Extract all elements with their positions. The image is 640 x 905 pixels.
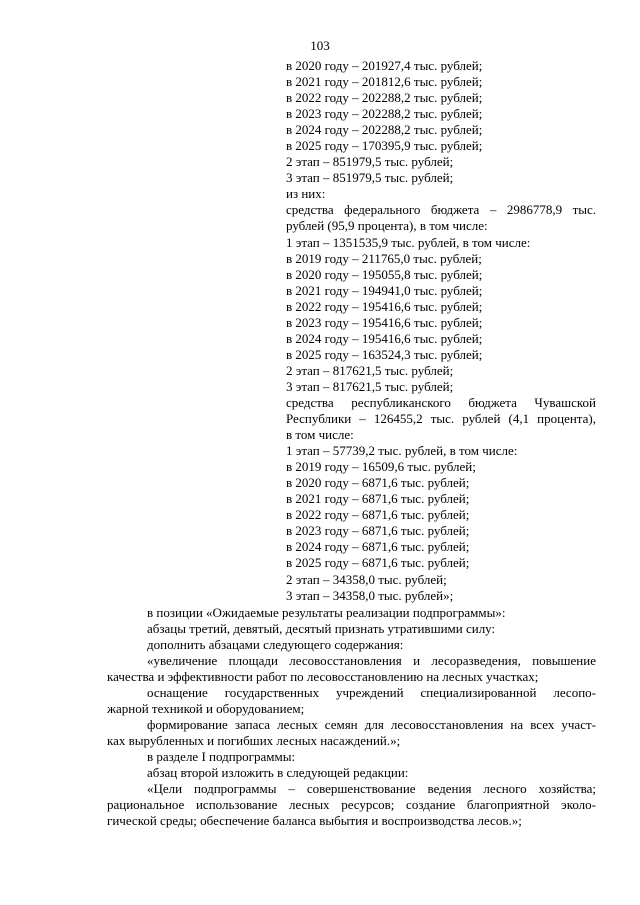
funding-line: в 2024 году – 6871,6 тыс. рублей; [286, 539, 470, 555]
body-line: качества и эффективности работ по лесовосстановлению на лесных участках; [107, 669, 539, 684]
funding-line: в 2024 году – 202288,2 тыс. рублей; [286, 122, 483, 138]
funding-line: Республики – 126455,2 тыс. рублей (4,1 процента), [286, 411, 596, 427]
funding-line: 3 этап – 817621,5 тыс. рублей; [286, 378, 454, 394]
funding-line: в 2019 году – 16509,6 тыс. рублей; [286, 459, 476, 475]
funding-line: в 2022 году – 195416,6 тыс. рублей; [286, 298, 483, 314]
funding-line: рублей (95,9 процента), в том числе: [286, 218, 488, 234]
body-line: «Цели подпрограммы – совершенствование ведения лесного хозяйства; [147, 781, 596, 796]
funding-list [286, 58, 596, 604]
body-line: рациональное использование лесных ресурсов; создание благоприятной эколо- [107, 797, 596, 812]
funding-line: в 2019 году – 211765,0 тыс. рублей; [286, 250, 482, 266]
funding-line: в 2021 году – 201812,6 тыс. рублей; [286, 74, 483, 90]
funding-line: в 2020 году – 201927,4 тыс. рублей; [286, 58, 483, 73]
funding-line: в 2023 году – 202288,2 тыс. рублей; [286, 106, 483, 122]
body-line: оснащение государственных учреждений специализированной лесопо- [147, 685, 596, 700]
body-line: «увеличение площади лесовосстановления и лесоразведения, повышение [147, 653, 596, 668]
funding-line: из них: [286, 186, 326, 202]
funding-line: 3 этап – 34358,0 тыс. рублей»; [286, 587, 454, 603]
body-line: ках вырубленных и погибших лесных насаждений.»; [107, 733, 401, 748]
funding-line: в 2025 году – 170395,9 тыс. рублей; [286, 138, 483, 154]
funding-line: 3 этап – 851979,5 тыс. рублей; [286, 170, 454, 186]
amendment-text [107, 605, 596, 829]
funding-line: в 2023 году – 6871,6 тыс. рублей; [286, 523, 470, 539]
funding-line: 1 этап – 57739,2 тыс. рублей, в том числе: [286, 443, 518, 459]
funding-line: в 2022 году – 202288,2 тыс. рублей; [286, 90, 483, 106]
funding-line: 2 этап – 817621,5 тыс. рублей; [286, 362, 454, 378]
body-line: гической среды; обеспечение баланса выбытия и воспроизводства лесов.»; [107, 813, 522, 828]
funding-line: 2 этап – 851979,5 тыс. рублей; [286, 154, 454, 170]
funding-line: в 2021 году – 6871,6 тыс. рублей; [286, 491, 470, 507]
funding-line: в 2021 году – 194941,0 тыс. рублей; [286, 282, 483, 298]
funding-line: 1 этап – 1351535,9 тыс. рублей, в том числе: [286, 234, 531, 250]
funding-line: в 2025 году – 6871,6 тыс. рублей; [286, 555, 470, 571]
funding-line: в 2020 году – 195055,8 тыс. рублей; [286, 266, 483, 282]
body-line: в разделе I подпрограммы: [147, 749, 296, 764]
body-line: абзацы третий, девятый, десятый признать утратившими силу: [147, 621, 496, 636]
body-line: жарной техникой и оборудованием; [107, 701, 305, 716]
funding-line: в 2023 году – 195416,6 тыс. рублей; [286, 314, 483, 330]
funding-line: в 2020 году – 6871,6 тыс. рублей; [286, 475, 470, 491]
body-line: абзац второй изложить в следующей редакции: [147, 765, 409, 780]
funding-line: в 2024 году – 195416,6 тыс. рублей; [286, 330, 483, 346]
funding-line: в 2022 году – 6871,6 тыс. рублей; [286, 507, 470, 523]
funding-line: 2 этап – 34358,0 тыс. рублей; [286, 571, 447, 587]
funding-line: средства федерального бюджета – 2986778,9 тыс. [286, 202, 596, 218]
funding-line: в 2025 году – 163524,3 тыс. рублей; [286, 346, 483, 362]
body-line: дополнить абзацами следующего содержания: [147, 637, 404, 652]
funding-line: средства республиканского бюджета Чувашской [286, 394, 596, 410]
funding-line: в том числе: [286, 427, 354, 443]
page-number: 103 [310, 38, 330, 53]
body-line: в позиции «Ожидаемые результаты реализации подпрограммы»: [147, 605, 506, 620]
body-line: формирование запаса лесных семян для лесовосстановления на всех участ- [147, 717, 596, 732]
